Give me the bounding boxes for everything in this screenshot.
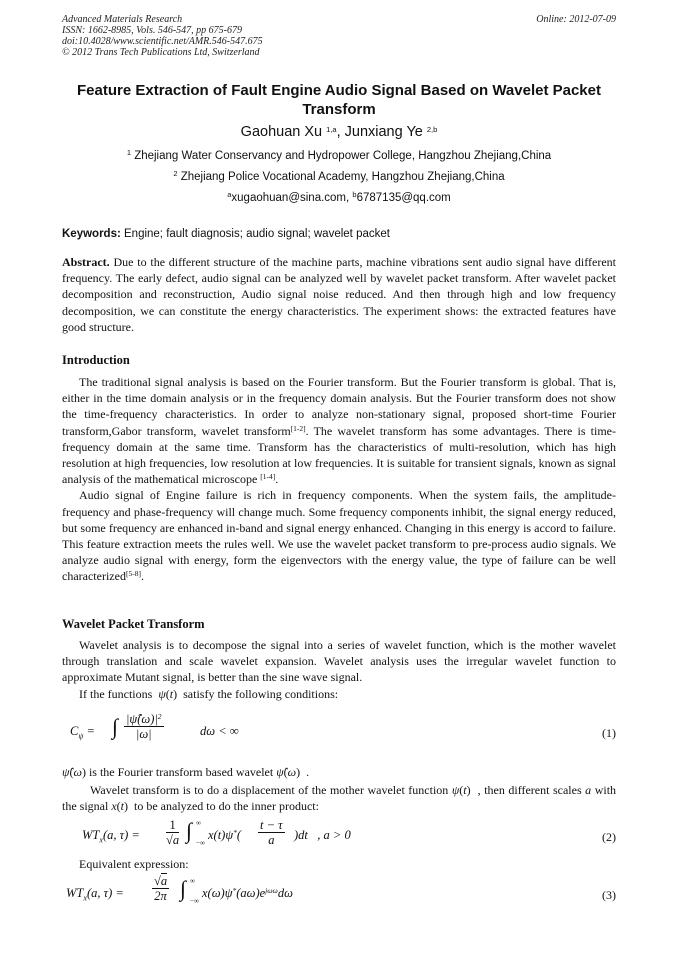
equation-number: (3) — [602, 888, 616, 902]
author-1: Gaohuan Xu — [240, 124, 323, 140]
doi-line: doi:10.4028/www.scientific.net/AMR.546-547.675 — [62, 36, 263, 47]
abstract — [62, 254, 616, 335]
equation-2: $WT_x(a$, τ) = $\frac{1}{√a}$ ∫ ∞ −∞ x(t)ψ*( $\frac{t - \tau}{a}$ )dt , a > 0 (2) — [82, 818, 616, 847]
equation-3: $WT_x(a$, τ) = $\frac{√a}{2\pi}$ ∫ ∞ −∞ $x(\omega)\psi^*(a\omega)e^{j\omega\omega}d\omega$ (3) — [66, 874, 616, 905]
wpt-paragraph-3: Wavelet transform is to do a displacement of the mother wavelet function ψ(t) , then different scales a with the signal x(t) to be analyzed to do the inner product: — [62, 783, 617, 814]
author-1-sup: 1,a — [326, 125, 337, 134]
copyright-line: © 2012 Trans Tech Publications Ltd, Switzerland — [62, 47, 260, 58]
citation: [5-8] — [125, 569, 141, 579]
paper-title: Feature Extraction of Fault Engine Audio Signal Based on Wavelet Packet Transform — [77, 82, 601, 118]
issn-line: ISSN: 1662-8985, Vols. 546-547, pp 675-679 — [62, 25, 242, 36]
wpt-paragraph-1: Wavelet analysis is to decompose the signal into a series of wavelet function, which is the mother wavelet through translation and scale wavelet expansion. Wavelet analysis uses the irregular wavelet function to approximate Mutant signal, is better than the sine wave signal. — [62, 638, 616, 685]
author-2: Junxiang Ye — [344, 124, 423, 140]
email-b: 6787135@qq.com — [356, 192, 451, 204]
keywords-label: Keywords: — [62, 228, 121, 240]
introduction-heading: Introduction — [62, 353, 130, 367]
citation: [1-4] — [260, 472, 276, 482]
abstract-text: Due to the different structure of the machine parts, machine vibrations sent audio signal have different frequency. The early defect, audio signal can be analyzed well by wavelet packet transform. After wavelet packet decomposition and reconstruction, Audio signal noise reduced. And then through high and low frequency decomposition, we can constitute the energy characteristics. The experiment shows: the extracted features have good structure. — [62, 255, 617, 334]
abstract-label: Abstract. — [62, 255, 110, 269]
equivalent-expression-text: Equivalent expression: — [79, 857, 189, 871]
email-a: xugaohuan@sina.com, — [231, 192, 350, 204]
equation-1: $C_\psi$ = ∫ $\frac{|\psî(\omega)|^2}{|\omega|}$ dω < ∞ (1) — [70, 712, 616, 741]
journal-name: Advanced Materials Research — [62, 14, 183, 25]
wpt-after-eq1: ψ̂(ω) is the Fourier transform based wavelet ψ̂(ω) . — [62, 765, 310, 779]
intro-paragraph-1: The traditional signal analysis is based on the Fourier transform. But the Fourier transform is global. That is, either in the time domain analysis or in the frequency domain analysis. But the Fourier transform does not show the time-frequency characteristics. In order to analyze non-stationary signal, proposed short-time Fourier transform,Gabor transform, wavelet transform[1-2]. The wavelet transform has some advantages. There is time-frequency domain at the same time. Transform has the characteristics of multi-resolution, which has high resolution at high frequencies, low resolution at low frequencies. It is suitable for transient signals, known as signal analysis of the mathematical microscope [1-4]. — [62, 375, 616, 487]
introduction-body — [62, 374, 616, 585]
equation-number: (1) — [602, 726, 616, 740]
wpt-body — [62, 637, 616, 702]
keywords-text: Engine; fault diagnosis; audio signal; wavelet packet — [124, 228, 390, 240]
wpt-heading: Wavelet Packet Transform — [62, 617, 205, 631]
journal-header — [62, 14, 616, 58]
equation-number: (2) — [602, 830, 616, 844]
affiliation-1: $^1$ Zhejiang Water Conservancy and Hydropower College, Hangzhou Zhejiang,China — [126, 148, 552, 162]
intro-paragraph-2: Audio signal of Engine failure is rich in frequency components. When the system fails, the amplitude-frequency and phase-frequency will change much. Some frequency components inhibit, the signal energy reduced, but some frequency are enhanced in-band and signal energy enhanced. Changing in this energy is accord to failure. This feature extraction meets the rules well. We use the wavelet packet transform to pre-process audio signals. We analyze audio signal with energy, form the eigenvectors with the energy value, the type of failure can be well characterized[5-8]. — [62, 488, 616, 584]
wpt-paragraph-2: If the functions ψ(t) satisfy the following conditions: — [79, 686, 339, 701]
author-2-sup: 2,b — [426, 125, 438, 134]
keywords — [62, 228, 616, 240]
online-date: Online: 2012-07-09 — [536, 14, 616, 25]
affiliation-2: $^2$ Zhejiang Police Vocational Academy, Hangzhou Zhejiang,China — [173, 169, 505, 183]
citation: [1-2] — [290, 423, 306, 433]
author-line: Gaohuan Xu $^{1,a}$, Junxiang Ye $^{2,b}$ — [240, 124, 438, 140]
email-line: $^a$xugaohuan@sina.com, $^b$6787135@qq.com — [227, 190, 451, 204]
